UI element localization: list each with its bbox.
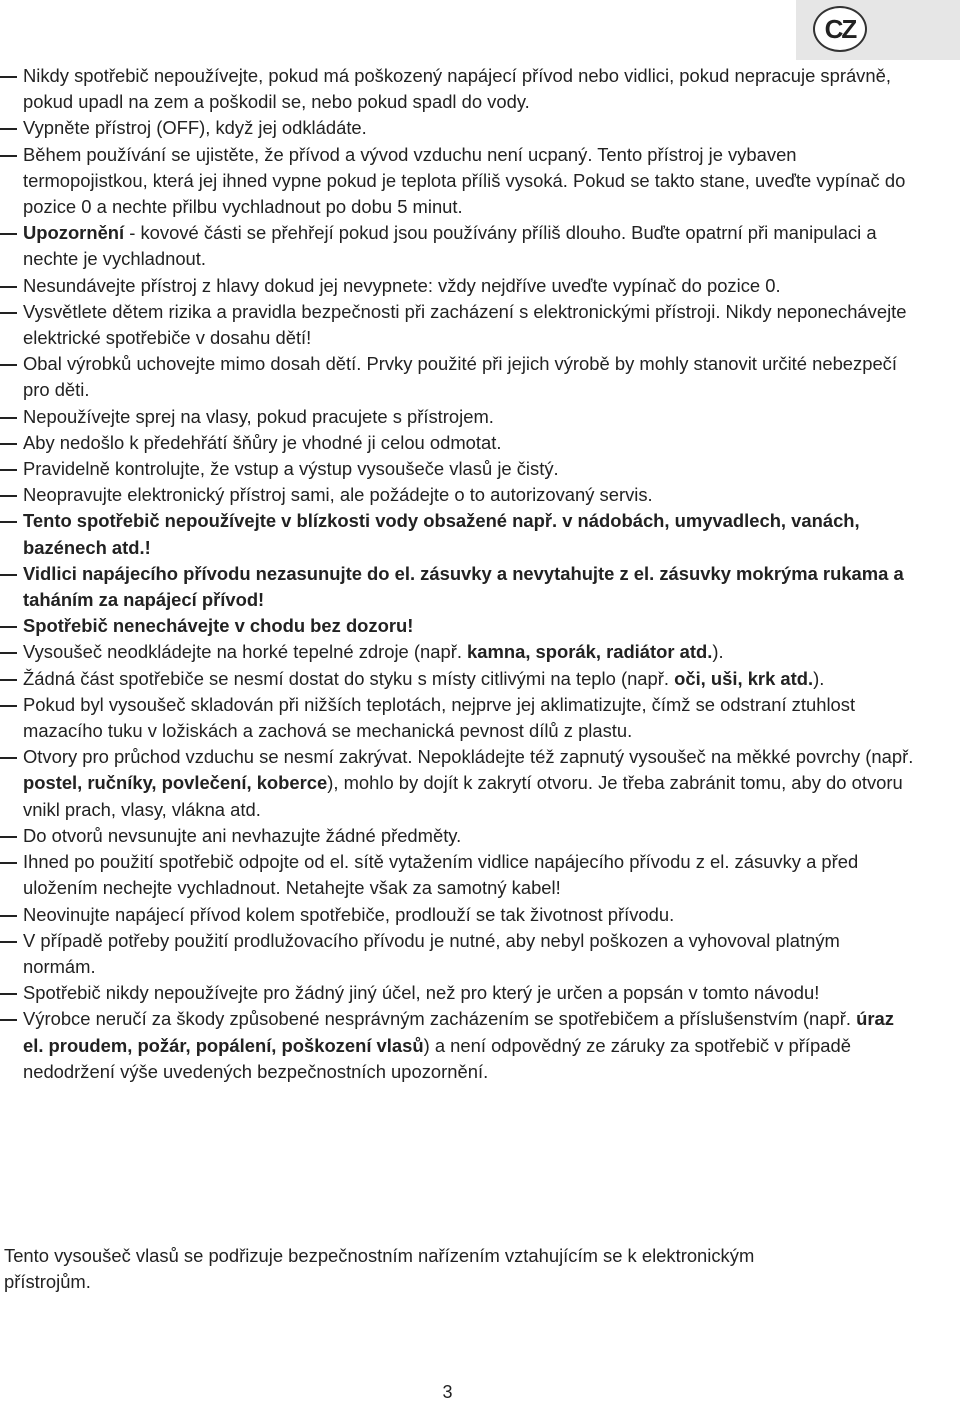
- list-item: [0, 142, 915, 221]
- item-text: Otvory pro průchod vzduchu se nesmí zakrývat. Nepokládejte též zapnutý vysoušeč na měkké povrchy (např.: [23, 746, 914, 768]
- list-item: [0, 456, 915, 482]
- item-text: Nepoužívejte sprej na vlasy, pokud pracujete s přístrojem.: [23, 405, 494, 427]
- item-text: Aby nedošlo k předehřátí šňůry je vhodné ji celou odmotat.: [23, 431, 502, 453]
- list-item: [0, 404, 915, 430]
- item-text: ).: [813, 667, 825, 689]
- item-text: Výrobce neručí za škody způsobené nesprávným zacházením se spotřebičem a příslušenstvím (např.: [23, 1008, 857, 1030]
- emphasis-text: Tento spotřebič nepoužívejte v blízkosti vody obsažené např. v nádobách, umyvadlech, vanách, bazénech atd.!: [23, 510, 860, 558]
- list-item: [0, 351, 915, 403]
- item-text: Ihned po použití spotřebič odpojte od el. sítě vytažením vidlice napájecího přívodu z el. zásuvky a před uložením nechejte vychladnout. Netahejte však za samotný kabel!: [23, 851, 859, 899]
- item-text: Spotřebič nikdy nepoužívejte pro žádný jiný účel, než pro který je určen a popsán v tomto návodu!: [23, 982, 820, 1004]
- list-item: [0, 902, 915, 928]
- item-text: Pokud byl vysoušeč skladován při nižších teplotách, nejprve jej aklimatizujte, čímž se odstraní ztuhlost mazacího tuku v ložiskách a zachová se mechanická pevnost dílů z plastu.: [23, 693, 856, 742]
- item-text: Nesundávejte přístroj z hlavy dokud jej nevypnete: vždy nejdříve uveďte vypínač do pozice 0.: [23, 274, 781, 296]
- item-text: V případě potřeby použití prodlužovacího přívodu je nutné, aby nebyl poškozen a vyhovoval platným normám.: [23, 929, 840, 977]
- page-number: 3: [442, 1382, 453, 1402]
- list-item: [0, 561, 915, 613]
- list-item: [0, 613, 915, 639]
- list-item: [0, 639, 915, 665]
- emphasis-text: Spotřebič nenechávejte v chodu bez dozoru!: [23, 615, 414, 637]
- list-item: [0, 482, 915, 508]
- item-text: Nikdy spotřebič nepoužívejte, pokud má poškozený napájecí přívod nebo vidlici, pokud nepracuje správně, pokud upadl na zem a poškodil se, nebo pokud spadl do vody.: [23, 65, 891, 113]
- list-item: [0, 849, 915, 901]
- item-text: Vysvětlete dětem rizika a pravidla bezpečnosti při zacházení s elektronickými přístroji. Nikdy neponechávejte elektrické spotřebiče v dosahu dětí!: [23, 300, 907, 349]
- emphasis-text: kamna, sporák, radiátor atd.: [467, 641, 713, 663]
- list-item: [0, 220, 915, 272]
- list-item: [0, 1006, 915, 1085]
- item-text: Pravidelně kontrolujte, že vstup a výstup vysoušeče vlasů je čistý.: [23, 458, 559, 480]
- item-text: Vypněte přístroj (OFF), když jej odkládáte.: [23, 117, 367, 139]
- item-text: Do otvorů nevsunujte ani nevhazujte žádné předměty.: [23, 824, 462, 846]
- emphasis-text: oči, uši, krk atd.: [674, 667, 814, 689]
- item-text: ).: [712, 641, 724, 663]
- list-item: [0, 692, 915, 744]
- list-item: [0, 928, 915, 980]
- list-item: [0, 666, 915, 692]
- safety-instructions-list: [0, 63, 915, 1085]
- list-item: [0, 115, 915, 141]
- item-text: Neopravujte elektronický přístroj sami, ale požádejte o to autorizovaný servis.: [23, 484, 653, 506]
- emphasis-text: postel, ručníky, povlečení, koberce: [23, 772, 328, 794]
- item-text: Obal výrobků uchovejte mimo dosah dětí. Prvky použité při jejich výrobě by mohly stanovit určité nebezpečí pro děti.: [23, 353, 897, 401]
- list-item: [0, 744, 915, 823]
- list-item: [0, 823, 915, 849]
- item-text: - kovové části se přehřejí pokud jsou používány příliš dlouho. Buďte opatrní při manipulaci a nechte je vychladnout.: [23, 222, 877, 270]
- item-text: ), mohlo by dojít k zakrytí otvoru. Je třeba zabránit tomu, aby do otvoru vnikl prach, vlasy, vlákna atd.: [23, 772, 903, 820]
- list-item: [0, 508, 915, 560]
- emphasis-text: Vidlici napájecího přívodu nezasunujte do el. zásuvky a nevytahujte z el. zásuvky mokrýma rukama a taháním za napájecí přívod!: [23, 562, 904, 611]
- list-item: [0, 430, 915, 456]
- item-text: ) a není odpovědný ze záruky za spotřebič v případě nedodržení výše uvedených bezpečnostních upozornění.: [23, 1034, 851, 1082]
- emphasis-text: Upozornění: [23, 222, 125, 244]
- list-item: [0, 980, 915, 1006]
- list-item: [0, 299, 915, 351]
- emphasis-text: úraz el. proudem, požár, popálení, poškození vlasů: [23, 1008, 894, 1056]
- item-text: Během používání se ujistěte, že přívod a vývod vzduchu není ucpaný. Tento přístroj je vybaven termopojistkou, která jej ihned vypne pokud je teplota příliš vysoká. Pokud se takto stane, uveďte vypínač do pozice 0 a nechte přilbu vychladnout po dobu 5 minut.: [23, 143, 906, 218]
- item-text: Žádná část spotřebiče se nesmí dostat do styku s místy citlivými na teplo (např.: [23, 667, 675, 689]
- list-item: [0, 273, 915, 299]
- item-text: Vysoušeč neodkládejte na horké tepelné zdroje (např.: [23, 641, 468, 663]
- compliance-note: Tento vysoušeč vlasů se podřizuje bezpečnostním nařízením vztahujícím se k elektronickým přístrojům.: [4, 1245, 755, 1293]
- item-text: Neovinujte napájecí přívod kolem spotřebiče, prodlouží se tak životnost přívodu.: [23, 903, 675, 925]
- list-item: [0, 63, 915, 115]
- language-badge: CZ: [813, 6, 867, 52]
